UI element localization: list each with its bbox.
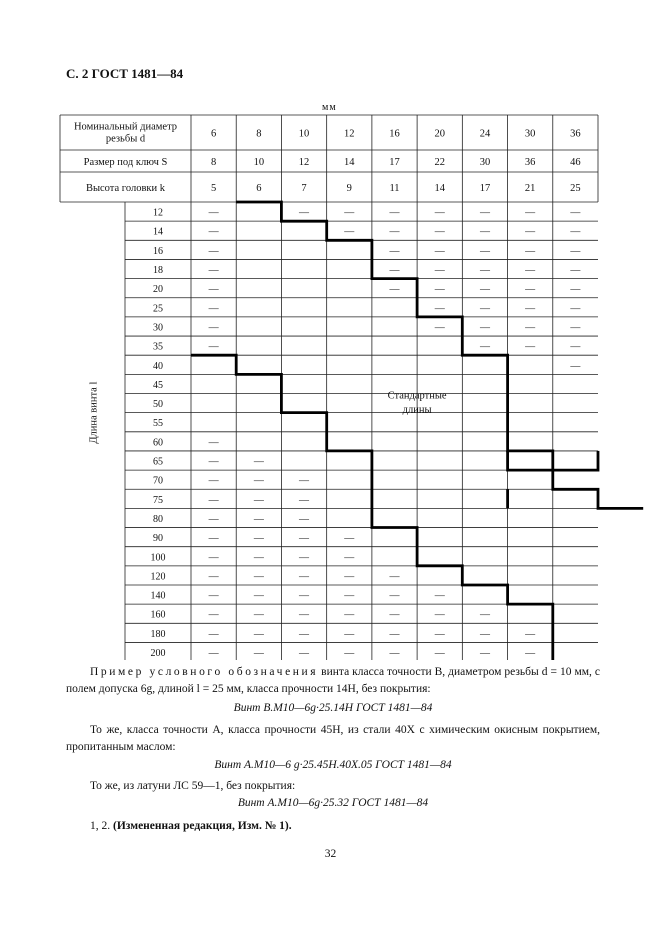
length-value: 40	[153, 360, 163, 372]
non-standard-dash: —	[208, 552, 219, 564]
length-value: 16	[153, 245, 163, 257]
non-standard-dash: —	[389, 265, 400, 277]
non-standard-dash: —	[389, 571, 400, 583]
non-standard-dash: —	[570, 207, 581, 219]
standard-lengths-label: длины	[402, 404, 432, 416]
non-standard-dash: —	[479, 207, 490, 219]
non-standard-dash: —	[208, 513, 219, 525]
length-value: 160	[150, 609, 166, 621]
length-value: 60	[153, 437, 163, 449]
non-standard-dash: —	[208, 245, 219, 257]
non-standard-dash: —	[208, 590, 219, 602]
non-standard-dash: —	[525, 648, 536, 660]
non-standard-dash: —	[208, 475, 219, 487]
non-standard-dash: —	[434, 284, 445, 296]
header-value: 24	[479, 128, 491, 140]
non-standard-dash: —	[208, 494, 219, 506]
non-standard-dash: —	[434, 207, 445, 219]
example-text: винта класса точности В, диаметром резьбы d = 10 мм, с полем допуска 6g, длиной l = 25 мм, класса прочности 14Н, без покрытия:	[66, 666, 600, 695]
non-standard-dash: —	[525, 207, 536, 219]
non-standard-dash: —	[479, 322, 490, 334]
header-value: 6	[210, 128, 217, 140]
non-standard-dash: —	[208, 571, 219, 583]
header-label: Номинальный диаметр	[73, 121, 178, 133]
header-value: 11	[389, 183, 400, 194]
non-standard-dash: —	[434, 265, 445, 277]
length-value: 50	[153, 399, 163, 411]
non-standard-dash: —	[299, 571, 310, 583]
designation-3: Винт А.М10—6g·25.32 ГОСТ 1481—84	[237, 797, 429, 809]
header-value: 16	[389, 128, 400, 140]
length-value: 45	[153, 379, 163, 391]
non-standard-dash: —	[253, 648, 264, 660]
non-standard-dash: —	[479, 265, 490, 277]
paragraph-example	[66, 664, 600, 698]
length-value: 75	[153, 494, 163, 506]
non-standard-dash: —	[208, 265, 219, 277]
non-standard-dash: —	[525, 303, 536, 315]
header-value: 7	[301, 183, 307, 194]
header-value: 8	[210, 157, 217, 168]
non-standard-dash: —	[344, 207, 355, 219]
non-standard-dash: —	[344, 628, 355, 640]
non-standard-dash: —	[344, 571, 355, 583]
non-standard-dash: —	[389, 628, 400, 640]
header-value: 12	[344, 128, 355, 140]
header-value: 10	[253, 157, 265, 168]
non-standard-dash: —	[253, 628, 264, 640]
non-standard-dash: —	[389, 609, 400, 621]
header-value: 30	[524, 128, 536, 140]
non-standard-dash: —	[299, 207, 310, 219]
length-value: 35	[153, 341, 163, 353]
non-standard-dash: —	[525, 341, 536, 353]
length-value: 18	[153, 265, 163, 277]
non-standard-dash: —	[479, 609, 490, 621]
header-value: 14	[344, 157, 355, 168]
header-value: 25	[570, 183, 581, 194]
non-standard-dash: —	[208, 284, 219, 296]
non-standard-dash: —	[344, 590, 355, 602]
non-standard-dash: —	[253, 475, 264, 487]
revision-number: 1, 2.	[90, 820, 113, 832]
header-value: 10	[298, 128, 310, 140]
length-value: 30	[153, 322, 163, 334]
non-standard-dash: —	[208, 609, 219, 621]
non-standard-dash: —	[208, 456, 219, 468]
non-standard-dash: —	[344, 648, 355, 660]
length-value: 25	[153, 303, 163, 315]
header-value: 17	[389, 157, 400, 168]
non-standard-dash: —	[299, 609, 310, 621]
header-label: Высота головки k	[85, 183, 166, 194]
non-standard-dash: —	[434, 590, 445, 602]
non-standard-dash: —	[344, 552, 355, 564]
non-standard-dash: —	[389, 226, 400, 238]
non-standard-dash: —	[253, 609, 264, 621]
header-value: 5	[210, 183, 217, 194]
revision-note: (Измененная редакция, Изм. № 1).	[113, 820, 292, 832]
non-standard-dash: —	[344, 609, 355, 621]
non-standard-dash: —	[208, 226, 219, 238]
header-value: 17	[479, 183, 491, 194]
non-standard-dash: —	[208, 207, 219, 219]
non-standard-dash: —	[208, 648, 219, 660]
non-standard-dash: —	[525, 284, 536, 296]
non-standard-dash: —	[389, 590, 400, 602]
non-standard-dash: —	[208, 303, 219, 315]
header-value: 20	[434, 128, 445, 140]
non-standard-dash: —	[434, 609, 445, 621]
standard-lengths-label: Стандартные	[387, 390, 447, 402]
non-standard-dash: —	[479, 648, 490, 660]
non-standard-dash: —	[570, 284, 581, 296]
non-standard-dash: —	[479, 303, 490, 315]
page-header: С. 2 ГОСТ 1481—84	[66, 66, 184, 81]
side-label: Длина винта l	[88, 381, 100, 444]
non-standard-dash: —	[479, 341, 490, 353]
non-standard-dash: —	[389, 284, 400, 296]
non-standard-dash: —	[389, 648, 400, 660]
non-standard-dash: —	[570, 341, 581, 353]
non-standard-dash: —	[299, 552, 310, 564]
header-value: 22	[434, 157, 445, 168]
non-standard-dash: —	[208, 322, 219, 334]
non-standard-dash: —	[570, 265, 581, 277]
length-value: 55	[153, 418, 163, 430]
length-value: 65	[153, 456, 163, 468]
non-standard-dash: —	[299, 494, 310, 506]
length-value: 12	[153, 207, 163, 219]
non-standard-dash: —	[570, 322, 581, 334]
non-standard-dash: —	[208, 341, 219, 353]
header-value: 36	[570, 128, 581, 140]
header-value: 36	[524, 157, 536, 168]
paragraph-revision	[66, 818, 600, 835]
non-standard-dash: —	[479, 226, 490, 238]
non-standard-dash: —	[525, 265, 536, 277]
designation-1: Винт В.М10—6g·25.14Н ГОСТ 1481—84	[233, 702, 433, 714]
non-standard-dash: —	[525, 226, 536, 238]
non-standard-dash: —	[208, 628, 219, 640]
header-value: 46	[570, 157, 581, 168]
length-value: 180	[150, 628, 166, 640]
length-value: 20	[153, 284, 163, 296]
non-standard-dash: —	[389, 245, 400, 257]
non-standard-dash: —	[253, 533, 264, 545]
non-standard-dash: —	[208, 437, 219, 449]
non-standard-dash: —	[299, 533, 310, 545]
non-standard-dash: —	[344, 533, 355, 545]
header-value: 6	[256, 183, 262, 194]
non-standard-dash: —	[479, 245, 490, 257]
length-value: 90	[153, 533, 163, 545]
length-value: 80	[153, 513, 163, 525]
header-label: Размер под ключ S	[83, 157, 168, 168]
non-standard-dash: —	[208, 533, 219, 545]
non-standard-dash: —	[299, 628, 310, 640]
header-value: 14	[434, 183, 445, 194]
non-standard-dash: —	[434, 303, 445, 315]
header-value: 8	[256, 128, 262, 140]
designation-2: Винт А.М10—6 g·25.45Н.40Х.05 ГОСТ 1481—84	[214, 759, 452, 771]
non-standard-dash: —	[434, 226, 445, 238]
length-value: 14	[153, 226, 163, 238]
non-standard-dash: —	[570, 360, 581, 372]
non-standard-dash: —	[479, 628, 490, 640]
non-standard-dash: —	[570, 226, 581, 238]
header-label: резьбы d	[105, 133, 146, 145]
non-standard-dash: —	[299, 513, 310, 525]
non-standard-dash: —	[253, 571, 264, 583]
non-standard-dash: —	[479, 284, 490, 296]
example-spaced-heading: Пример условного обозначения	[90, 666, 319, 678]
paragraph-variant-brass: То же, из латуни ЛС 59—1, без покрытия:	[90, 780, 296, 792]
non-standard-dash: —	[253, 456, 264, 468]
length-value: 200	[150, 648, 166, 660]
length-value: 100	[150, 552, 166, 564]
non-standard-dash: —	[570, 303, 581, 315]
non-standard-dash: —	[299, 590, 310, 602]
unit-label: мм	[322, 102, 337, 113]
non-standard-dash: —	[253, 513, 264, 525]
non-standard-dash: —	[253, 552, 264, 564]
header-value: 30	[479, 157, 491, 168]
non-standard-dash: —	[299, 648, 310, 660]
non-standard-dash: —	[344, 226, 355, 238]
non-standard-dash: —	[570, 245, 581, 257]
header-value: 21	[524, 183, 536, 194]
length-value: 120	[150, 571, 166, 583]
header-value: 12	[298, 157, 310, 168]
non-standard-dash: —	[253, 494, 264, 506]
non-standard-dash: —	[434, 245, 445, 257]
paragraph-variant-a: То же, класса точности А, класса прочности 45Н, из стали 40Х с химическим окисным покрытием, пропитанным маслом:	[66, 724, 600, 753]
non-standard-dash: —	[389, 207, 400, 219]
non-standard-dash: —	[299, 475, 310, 487]
non-standard-dash: —	[434, 628, 445, 640]
non-standard-dash: —	[253, 590, 264, 602]
length-value: 140	[150, 590, 166, 602]
header-value: 9	[346, 183, 352, 194]
length-value: 70	[153, 475, 163, 487]
non-standard-dash: —	[434, 322, 445, 334]
non-standard-dash: —	[434, 648, 445, 660]
non-standard-dash: —	[525, 245, 536, 257]
non-standard-dash: —	[525, 628, 536, 640]
non-standard-dash: —	[525, 322, 536, 334]
page-number: 32	[324, 848, 337, 860]
